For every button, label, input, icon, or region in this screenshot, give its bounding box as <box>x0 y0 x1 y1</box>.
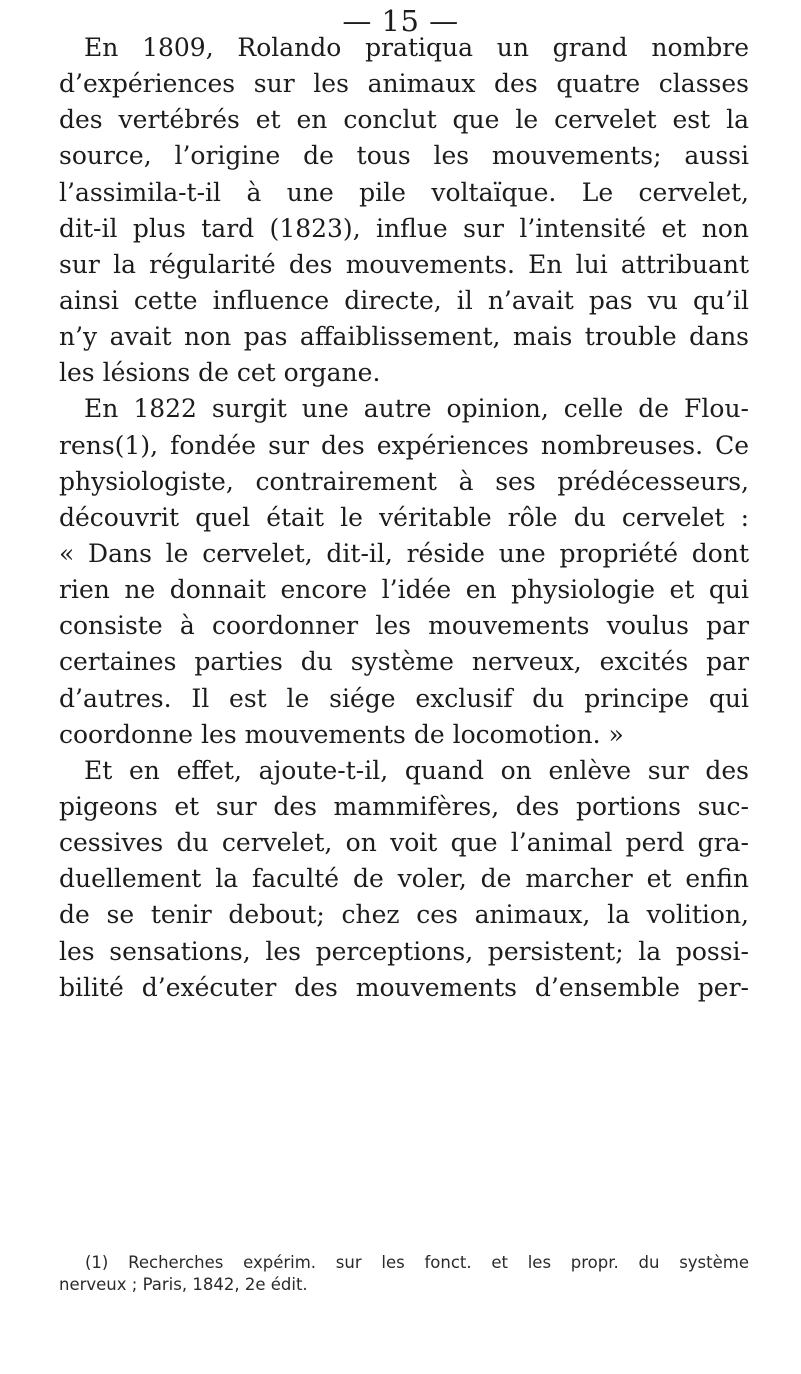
paragraph-line: source, l’origine de tous les mouvements; aussi <box>59 141 749 171</box>
paragraph-line: rien ne donnait encore l’idée en physiologie et qui <box>59 575 749 605</box>
paragraph-line: les lésions de cet organe. <box>59 358 381 388</box>
paragraph-line: « Dans le cervelet, dit-il, réside une propriété dont <box>59 538 749 568</box>
paragraph-line: dit-il plus tard (1823), influe sur l’intensité et non <box>59 213 749 243</box>
paragraph-line: coordonne les mouvements de locomotion. » <box>59 719 624 749</box>
paragraph-line: En 1822 surgit une autre opinion, celle de Flou- <box>84 394 749 424</box>
paragraph-line: Et en effet, ajoute-t-il, quand on enlève sur des <box>84 755 749 785</box>
paragraph-line: rens(1), fondée sur des expériences nombreuses. Ce <box>59 430 749 460</box>
paragraph-line: cessives du cervelet, on voit que l’animal perd gra- <box>59 828 749 858</box>
footnote-line: (1) Recherches expérim. sur les fonct. et les propr. du système <box>85 1253 749 1272</box>
paragraph-line: d’expériences sur les animaux des quatre classes <box>59 69 749 99</box>
paragraph-line: des vertébrés et en conclut que le cervelet est la <box>59 105 749 135</box>
paragraph-line: ainsi cette influence directe, il n’avait pas vu qu’il <box>59 285 749 315</box>
paragraph-line: de se tenir debout; chez ces animaux, la volition, <box>59 900 749 930</box>
paragraph-line: n’y avait non pas affaiblissement, mais trouble dans <box>59 322 749 352</box>
paragraph-line: bilité d’exécuter des mouvements d’ensemble per- <box>59 972 749 1002</box>
paragraph-line: certaines parties du système nerveux, excités par <box>59 647 749 677</box>
paragraph-line: sur la régularité des mouvements. En lui attribuant <box>59 249 749 279</box>
paragraph-line: les sensations, les perceptions, persistent; la possi- <box>59 936 749 966</box>
paragraph-line: pigeons et sur des mammifères, des portions suc- <box>59 791 749 821</box>
paragraph-line: d’autres. Il est le siége exclusif du principe qui <box>59 683 749 713</box>
paragraph-line: duellement la faculté de voler, de marcher et enfin <box>59 864 749 894</box>
body-text <box>59 30 749 1006</box>
paragraph-line: physiologiste, contrairement à ses prédécesseurs, <box>59 466 749 496</box>
paragraph-line: En 1809, Rolando pratiqua un grand nombre <box>84 33 749 62</box>
paragraph-line: l’assimila-t-il à une pile voltaïque. Le cervelet, <box>59 177 749 207</box>
page-number: — 15 — <box>342 4 459 38</box>
footnote <box>59 1252 749 1296</box>
paragraph-line: découvrit quel était le véritable rôle du cervelet : <box>59 502 749 532</box>
footnote-line: nerveux ; Paris, 1842, 2e édit. <box>59 1275 308 1294</box>
paragraph-line: consiste à coordonner les mouvements voulus par <box>59 611 749 641</box>
